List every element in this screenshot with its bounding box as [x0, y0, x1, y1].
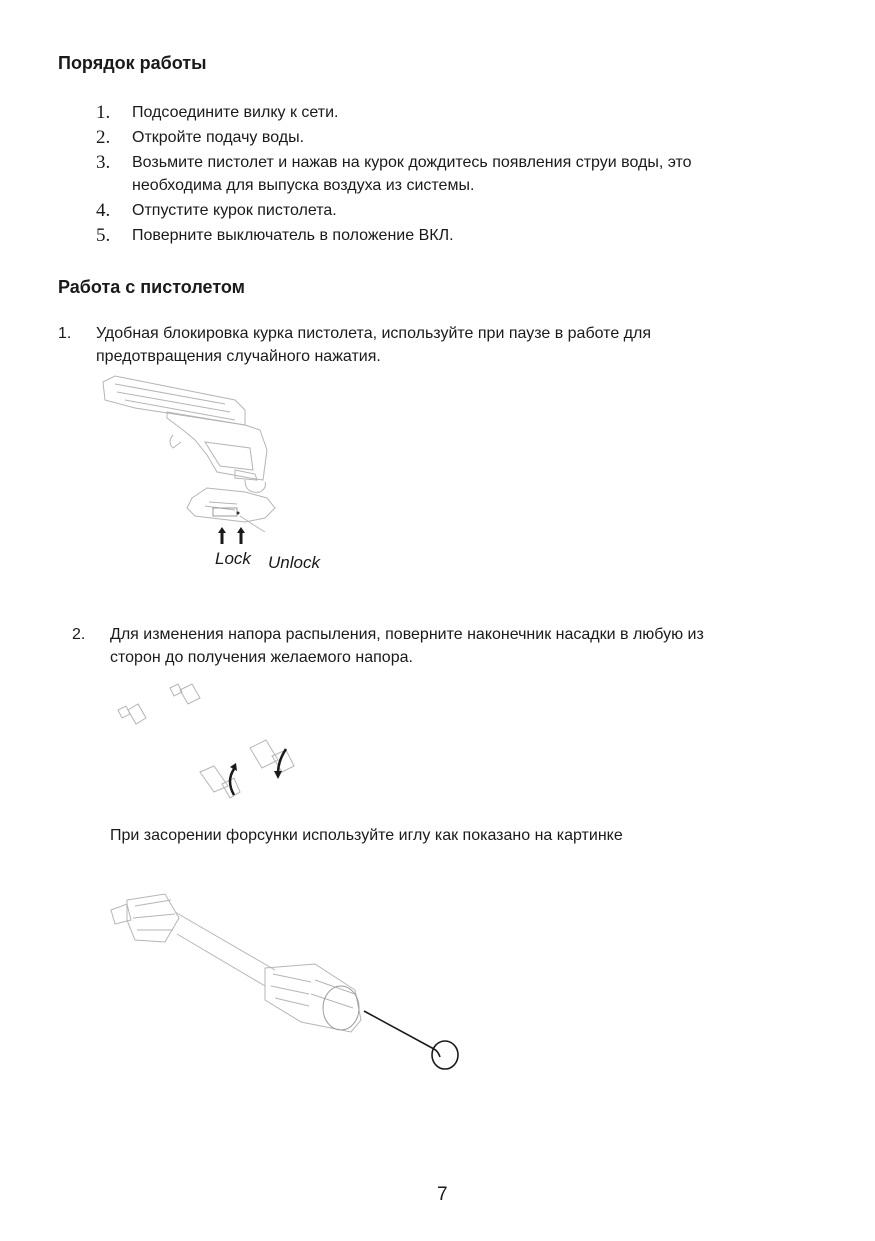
- step-number: 2.: [96, 127, 111, 148]
- step-text: Отпустите курок пистолета.: [132, 202, 337, 219]
- section-title-operation-order: Порядок работы: [58, 53, 207, 73]
- step-number: 4.: [96, 200, 111, 221]
- item-text-continued: предотвращения случайного нажатия.: [96, 348, 381, 365]
- step-number: 3.: [96, 152, 111, 173]
- item-text-block: [110, 623, 704, 669]
- arrow-up-icon: [214, 526, 254, 546]
- step-text-block: [132, 126, 304, 149]
- list-item: [96, 126, 836, 149]
- step-text-block: [132, 224, 454, 247]
- gun-lock-item: [58, 322, 651, 368]
- spray-gun-illustration: [95, 370, 355, 550]
- list-item: [96, 199, 836, 222]
- step-text-continued: необходима для выпуска воздуха из системы.: [132, 177, 475, 194]
- step-text: Поверните выключатель в положение ВКЛ.: [132, 227, 454, 244]
- step-number: 5.: [96, 225, 111, 246]
- step-text: Подсоедините вилку к сети.: [132, 104, 339, 121]
- list-item: [96, 101, 836, 124]
- list-item: [96, 224, 836, 247]
- unlock-label: Unlock: [268, 553, 320, 572]
- item-text-continued: сторон до получения желаемого напора.: [110, 649, 413, 666]
- item-text-block: [96, 322, 651, 368]
- step-text-block: [132, 151, 692, 197]
- item-text: Для изменения напора распыления, поверните наконечник насадки в любую из: [110, 626, 704, 643]
- clogged-nozzle-note: При засорении форсунки используйте иглу как показано на картинке: [110, 827, 623, 844]
- rotate-arrow-icon: [220, 745, 310, 800]
- cleaning-needle-icon: [360, 1005, 470, 1075]
- step-text: Откройте подачу воды.: [132, 129, 305, 146]
- list-item: [96, 151, 836, 197]
- item-number: 2.: [72, 626, 86, 643]
- step-number: 1.: [96, 102, 111, 123]
- step-text-block: [132, 199, 337, 222]
- section-title-gun-operation: Работа с пистолетом: [58, 277, 245, 297]
- item-number: 1.: [58, 325, 72, 342]
- step-text-block: [132, 101, 338, 124]
- operation-steps-list: [96, 101, 836, 249]
- item-text: Удобная блокировка курка пистолета, используйте при паузе в работе для: [96, 325, 651, 342]
- nozzle-pressure-item: [72, 623, 704, 669]
- lock-label: Lock: [215, 549, 251, 568]
- step-text: Возьмите пистолет и нажав на курок дождитесь появления струи воды, это: [132, 154, 692, 171]
- page-number: 7: [437, 1184, 448, 1205]
